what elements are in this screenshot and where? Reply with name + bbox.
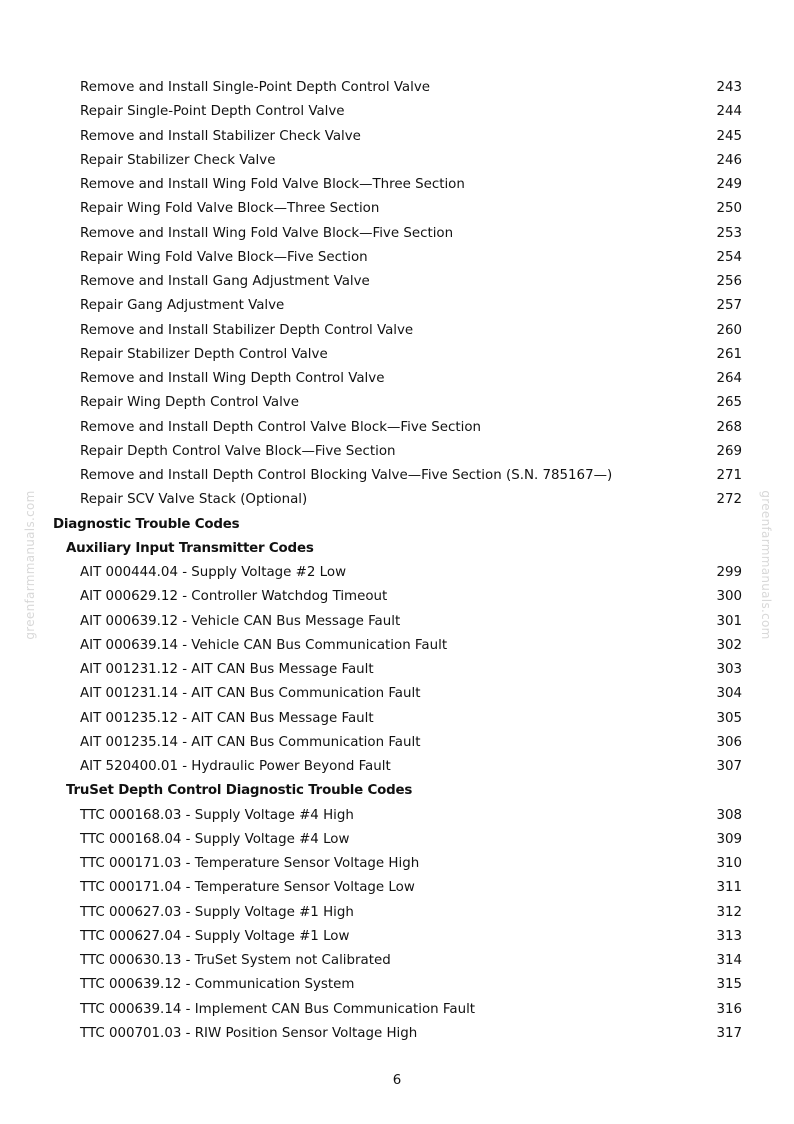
toc-entry[interactable] [0, 222, 794, 246]
toc-entry-page-number: 301 [716, 613, 742, 629]
toc-entry-title: TTC 000630.13 - TruSet System not Calibrated [80, 953, 391, 968]
toc-entry[interactable] [0, 246, 794, 270]
toc-entry-title: Auxiliary Input Transmitter Codes [66, 540, 314, 556]
toc-entry-page-number: 244 [716, 104, 742, 120]
toc-entry[interactable] [0, 416, 794, 440]
toc-entry-page-number: 271 [716, 468, 742, 483]
toc-entry-page-number: 311 [716, 880, 742, 896]
toc-entry-page-number: 317 [716, 1025, 742, 1041]
toc-entry-title: Repair Single-Point Depth Control Valve [80, 104, 345, 120]
toc-entry-page-number: 260 [716, 322, 742, 338]
toc-entry-page-number: 304 [716, 686, 742, 702]
toc-entry-title: Remove and Install Stabilizer Depth Control Valve [80, 322, 414, 338]
toc-entry[interactable] [0, 561, 794, 585]
toc-entry-title: TTC 000171.03 - Temperature Sensor Voltage High [80, 856, 420, 871]
toc-entry[interactable] [0, 682, 794, 706]
toc-entry-title: Remove and Install Single-Point Depth Control Valve [80, 80, 431, 95]
toc-entry-title: AIT 520400.01 - Hydraulic Power Beyond Fault [80, 759, 391, 774]
toc-entry[interactable] [0, 973, 794, 997]
toc-entry[interactable] [0, 901, 794, 925]
toc-entry-title: Remove and Install Stabilizer Check Valve [80, 128, 361, 144]
toc-entry-page-number: 303 [716, 662, 742, 677]
toc-entry-page-number: 256 [716, 274, 742, 289]
toc-entry[interactable] [0, 634, 794, 658]
toc-entry-title: Repair SCV Valve Stack (Optional) [80, 492, 308, 508]
toc-entry-page-number: 312 [716, 904, 742, 920]
toc-entry-page-number: 269 [716, 443, 742, 459]
toc-entry-title: TTC 000639.12 - Communication System [80, 977, 355, 993]
toc-entry-title: Repair Wing Fold Valve Block—Three Section [80, 201, 380, 217]
toc-entry-title: AIT 000639.12 - Vehicle CAN Bus Message Fault [80, 613, 401, 629]
toc-entry-title: TTC 000639.14 - Implement CAN Bus Communication Fault [80, 1001, 476, 1017]
toc-entry-page-number: 299 [716, 565, 742, 580]
toc-entry-title: Repair Depth Control Valve Block—Five Section [80, 443, 396, 459]
toc-section-heading[interactable] [0, 537, 794, 561]
toc-entry-page-number: 257 [716, 298, 742, 314]
toc-entry-page-number: 254 [716, 249, 742, 265]
toc-entry[interactable] [0, 755, 794, 779]
toc-entry[interactable] [0, 464, 794, 488]
toc-entry-page-number: 246 [716, 152, 742, 168]
toc-entry-page-number: 249 [716, 177, 742, 192]
toc-entry-title: AIT 001235.14 - AIT CAN Bus Communication Fault [80, 734, 421, 750]
toc-section-heading[interactable] [0, 779, 794, 803]
toc-entry-title: Remove and Install Depth Control Blocking Valve—Five Section (S.N. 785167—) [80, 468, 613, 483]
toc-entry-page-number: 243 [716, 80, 742, 95]
toc-entry-page-number: 305 [716, 710, 742, 726]
toc-entry-title: Remove and Install Depth Control Valve Block—Five Section [80, 419, 482, 435]
toc-entry[interactable] [0, 585, 794, 609]
toc-entry-page-number: 306 [716, 734, 742, 750]
toc-entry-page-number: 314 [716, 953, 742, 968]
watermark-right: greenfarmmanuals.com [759, 490, 773, 640]
toc-entry-title: AIT 001235.12 - AIT CAN Bus Message Fault [80, 710, 374, 726]
toc-entry-title: Repair Gang Adjustment Valve [80, 298, 285, 314]
watermark-left: greenfarmmanuals.com [23, 490, 37, 640]
toc-entry-page-number: 264 [716, 371, 742, 386]
toc-entry[interactable] [0, 440, 794, 464]
toc-entry-title: Remove and Install Wing Depth Control Valve [80, 371, 385, 386]
toc-entry[interactable] [0, 270, 794, 294]
toc-entry[interactable] [0, 294, 794, 318]
toc-entry-title: Remove and Install Wing Fold Valve Block—Three Section [80, 177, 465, 192]
toc-entry[interactable] [0, 707, 794, 731]
toc-entry-title: Remove and Install Gang Adjustment Valve [80, 274, 370, 289]
toc-entry-title: TruSet Depth Control Diagnostic Trouble Codes [66, 783, 413, 799]
toc-entry-title: TTC 000168.04 - Supply Voltage #4 Low [80, 831, 350, 847]
toc-entry-page-number: 272 [716, 492, 742, 508]
toc-entry-page-number: 300 [716, 589, 742, 605]
toc-entry-page-number: 307 [716, 759, 742, 774]
toc-entry-title: Repair Stabilizer Depth Control Valve [80, 346, 328, 362]
toc-entry-title: TTC 000627.04 - Supply Voltage #1 Low [80, 928, 350, 944]
toc-entry[interactable] [0, 658, 794, 682]
toc-entry-page-number: 265 [716, 395, 742, 411]
toc-entry[interactable] [0, 949, 794, 973]
toc-entry-title: AIT 001231.12 - AIT CAN Bus Message Fault [80, 662, 374, 677]
page-number: 6 [392, 1073, 402, 1088]
toc-entry-page-number: 310 [716, 856, 742, 871]
toc-entry-page-number: 261 [716, 346, 742, 362]
toc-entry-page-number: 313 [716, 928, 742, 944]
toc-entry-title: TTC 000168.03 - Supply Voltage #4 High [80, 807, 354, 823]
toc-entry[interactable] [0, 367, 794, 391]
toc-entry-page-number: 308 [716, 807, 742, 823]
toc-entry-page-number: 316 [716, 1001, 742, 1017]
toc-entry[interactable] [0, 828, 794, 852]
table-of-contents [0, 76, 794, 1046]
toc-entry[interactable] [0, 488, 794, 512]
toc-entry[interactable] [0, 804, 794, 828]
toc-entry[interactable] [0, 319, 794, 343]
toc-entry[interactable] [0, 391, 794, 415]
toc-entry-title: AIT 000629.12 - Controller Watchdog Timeout [80, 589, 388, 605]
toc-entry-title: AIT 000639.14 - Vehicle CAN Bus Communication Fault [80, 637, 448, 653]
toc-entry-page-number: 315 [716, 977, 742, 993]
toc-entry[interactable] [0, 876, 794, 900]
toc-entry-title: Repair Stabilizer Check Valve [80, 152, 276, 168]
toc-entry-title: Remove and Install Wing Fold Valve Block—Five Section [80, 225, 454, 241]
toc-entry-page-number: 309 [716, 831, 742, 847]
toc-entry[interactable] [0, 343, 794, 367]
toc-entry-title: TTC 000627.03 - Supply Voltage #1 High [80, 904, 354, 920]
toc-entry[interactable] [0, 731, 794, 755]
toc-entry-title: TTC 000701.03 - RIW Position Sensor Voltage High [80, 1025, 418, 1041]
toc-entry[interactable] [0, 149, 794, 173]
toc-entry-title: Repair Wing Depth Control Valve [80, 395, 299, 411]
toc-entry[interactable] [0, 852, 794, 876]
toc-entry[interactable] [0, 76, 794, 100]
toc-entry-page-number: 250 [716, 201, 742, 217]
toc-entry-page-number: 245 [716, 128, 742, 144]
toc-entry[interactable] [0, 125, 794, 149]
toc-entry-title: AIT 001231.14 - AIT CAN Bus Communication Fault [80, 686, 421, 702]
toc-entry[interactable] [0, 173, 794, 197]
toc-entry-page-number: 302 [716, 637, 742, 653]
toc-entry-title: Diagnostic Trouble Codes [53, 516, 240, 532]
toc-entry[interactable] [0, 1022, 794, 1046]
toc-entry-title: AIT 000444.04 - Supply Voltage #2 Low [80, 565, 347, 580]
toc-entry-title: Repair Wing Fold Valve Block—Five Section [80, 249, 368, 265]
toc-entry[interactable] [0, 197, 794, 221]
toc-entry-page-number: 253 [716, 225, 742, 241]
toc-entry[interactable] [0, 925, 794, 949]
toc-entry-title: TTC 000171.04 - Temperature Sensor Voltage Low [80, 880, 415, 896]
toc-entry[interactable] [0, 610, 794, 634]
toc-entry[interactable] [0, 100, 794, 124]
toc-section-heading[interactable] [0, 513, 794, 537]
toc-entry-page-number: 268 [716, 419, 742, 435]
toc-entry[interactable] [0, 998, 794, 1022]
